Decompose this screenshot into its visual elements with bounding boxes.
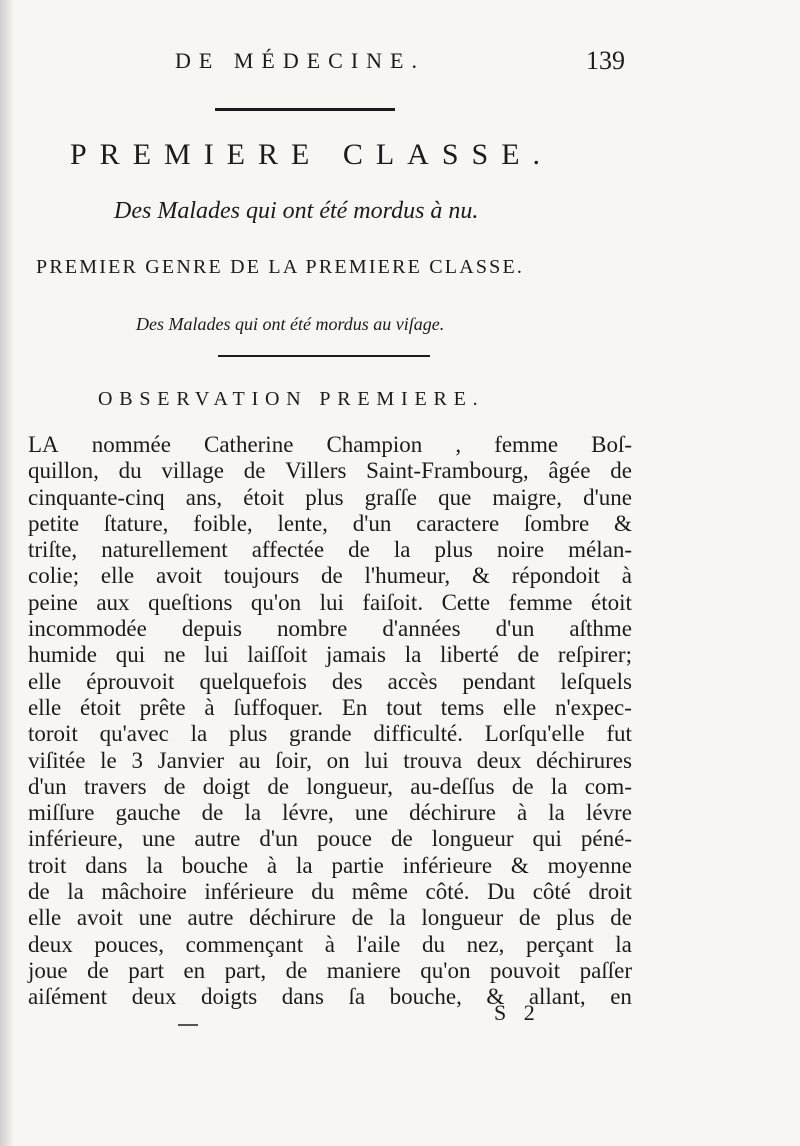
signature-mark: S 2 (494, 1000, 541, 1025)
word: deux (131, 984, 177, 1010)
word: 3 (131, 747, 143, 773)
word: village (161, 458, 224, 484)
word: déchirure (249, 905, 336, 931)
text-line (28, 905, 632, 931)
word: grande (289, 721, 352, 747)
word: liberté (440, 642, 499, 668)
word: viſitée (28, 747, 86, 773)
word: trouva (403, 747, 463, 773)
word: tout (386, 694, 422, 720)
word: de (518, 905, 541, 931)
word: queſtions (148, 589, 233, 615)
word: la (67, 879, 84, 905)
word: femme (508, 589, 573, 615)
word: qui (115, 642, 146, 668)
text-line (28, 984, 632, 1010)
word: cinquante-cinq (28, 484, 165, 510)
word: pouvoit (489, 957, 561, 983)
word: maniere (326, 957, 401, 983)
word: prête (139, 694, 186, 720)
word: pendant (462, 668, 536, 694)
word: En (341, 694, 368, 720)
word: la (244, 800, 262, 826)
word: commençant (185, 931, 304, 957)
text-line (28, 590, 632, 616)
word: quillon, (28, 458, 99, 484)
scan-edge-shadow (0, 0, 14, 1146)
word: miſſure (28, 800, 95, 826)
word: déchirures (536, 747, 632, 773)
word: autre (187, 905, 234, 931)
text-line (28, 485, 632, 511)
word: partie (331, 852, 384, 878)
word: naturellement (101, 537, 228, 563)
word: Boſ- (591, 432, 632, 457)
word: nombre (277, 616, 348, 642)
word: caractere (416, 510, 500, 536)
word: autre (194, 826, 241, 852)
footer-dash (178, 1024, 198, 1026)
word: aiſément (28, 984, 108, 1010)
word: lente, (277, 510, 328, 536)
word: moyenne (547, 852, 632, 878)
word: mâchoire (101, 879, 187, 905)
word: Janvier (157, 747, 225, 773)
word: l'aile (356, 931, 401, 957)
word: deux (28, 931, 73, 957)
word: part (128, 957, 164, 983)
text-line (28, 642, 632, 668)
word: & (486, 984, 505, 1010)
word: la (389, 905, 406, 931)
word: laiſſoit (247, 642, 308, 668)
word: de (87, 957, 109, 983)
word: elle (28, 905, 62, 931)
text-line (28, 721, 632, 747)
word: l'humeur, (364, 563, 451, 589)
word: le (100, 747, 117, 773)
word: ne (163, 642, 186, 668)
word: triſte, (28, 537, 78, 563)
text-line (28, 879, 632, 905)
word: elle (100, 563, 135, 589)
word: plus (228, 721, 268, 747)
word: même (351, 879, 408, 905)
class-subtitle: Des Malades qui ont été mordus à nu. (114, 198, 479, 224)
word: du (422, 931, 446, 957)
word: la (190, 721, 208, 747)
word: de (610, 905, 632, 931)
word: accès (387, 668, 438, 694)
genus-title: PREMIER GENRE DE LA PREMIERE CLASSE. (36, 256, 525, 278)
word: au (238, 747, 261, 773)
word: dans (281, 984, 324, 1010)
word: de (243, 458, 266, 484)
word: du (311, 879, 335, 905)
word: de (163, 773, 186, 799)
word: toujours (223, 563, 300, 589)
word: étoit (243, 484, 285, 510)
word: de (610, 458, 632, 484)
word: longueur, (306, 773, 393, 799)
word: aux (96, 589, 130, 615)
word: de (285, 957, 308, 983)
word: à (621, 563, 632, 589)
word: ſuffoquer. (233, 694, 324, 720)
text-line (28, 511, 632, 537)
text-line (28, 458, 632, 484)
word: répondoit (511, 563, 600, 589)
word: étoit (79, 694, 121, 720)
page-number: 139 (586, 46, 625, 75)
word: péné- (580, 826, 632, 852)
word: étoit (591, 589, 632, 615)
word: reſpirer; (557, 642, 632, 668)
genus-subtitle: Des Malades qui ont été mordus au viſage. (136, 314, 445, 334)
word: inférieure (204, 879, 294, 905)
text-line (28, 537, 632, 563)
word: pouces, (94, 931, 164, 957)
word: de (351, 905, 374, 931)
word: de (201, 800, 224, 826)
word: depuis (181, 616, 242, 642)
word: inférieure, (28, 826, 124, 852)
text-line (28, 748, 632, 774)
word: d'une (583, 484, 632, 510)
text-line (28, 669, 632, 695)
word: troit (28, 852, 67, 878)
word: Saint-Frambourg, (366, 458, 529, 484)
word: elle (28, 668, 62, 694)
word: la (295, 852, 313, 878)
word: affectée (251, 537, 325, 563)
text-line (28, 958, 632, 984)
word: inférieure (402, 852, 493, 878)
word: Cette (441, 589, 491, 615)
word: allant, (528, 984, 586, 1010)
word: de (511, 773, 534, 799)
word: nommée (91, 432, 171, 457)
word: leſquels (560, 668, 632, 694)
word: petite (28, 510, 80, 536)
word: une (138, 905, 172, 931)
word: d'un (495, 616, 535, 642)
word: de (28, 879, 50, 905)
word: à (204, 694, 215, 720)
word: à (266, 852, 278, 878)
word: perçant (525, 931, 594, 957)
text-line (28, 853, 632, 879)
word: colie; (28, 563, 80, 589)
word: déchirure (409, 800, 496, 826)
class-title: PREMIERE CLASSE. (70, 138, 554, 171)
word: d'années (382, 616, 461, 642)
word: en (610, 984, 632, 1010)
word: la (393, 537, 411, 563)
word: dans (85, 852, 128, 878)
word: aſthme (569, 616, 632, 642)
word: paſſer (579, 957, 632, 983)
word: de (390, 826, 413, 852)
word: pouce (317, 826, 372, 852)
word: joue (28, 957, 68, 983)
word: mélan- (568, 537, 632, 563)
word: une (354, 800, 389, 826)
word: la (550, 773, 568, 799)
word: de (517, 642, 540, 668)
word: part, (224, 957, 267, 983)
text-line (28, 826, 632, 852)
word: gauche (115, 800, 181, 826)
word: des (331, 668, 363, 694)
word: lui (364, 747, 389, 773)
word: doigt (202, 773, 251, 799)
text-line (28, 695, 632, 721)
text-line (28, 932, 632, 958)
word: deux (476, 747, 522, 773)
word: en (183, 957, 206, 983)
word: , (455, 432, 462, 457)
word: bouche, (389, 984, 462, 1010)
decorative-rule (215, 108, 395, 111)
word: avoit (155, 563, 202, 589)
word: plus (556, 905, 595, 931)
word: faiſoit. (362, 589, 424, 615)
word: incommodée (28, 616, 147, 642)
word: maigre, (492, 484, 562, 510)
word: graſſe (364, 484, 417, 510)
word: humide (28, 642, 97, 668)
word: avoit (76, 905, 123, 931)
text-line (28, 432, 632, 458)
word: d'un (28, 773, 67, 799)
word: fut (606, 721, 632, 747)
running-head (0, 44, 800, 80)
running-title: DE MÉDECINE. (175, 48, 425, 73)
word: plus (434, 537, 473, 563)
word: travers (83, 773, 147, 799)
word: ſtature, (103, 510, 169, 536)
word: nez, (466, 931, 505, 957)
word: & (614, 510, 632, 536)
body-paragraph (28, 432, 632, 1011)
word: ſombre (524, 510, 590, 536)
word: de (321, 563, 343, 589)
word: droit (588, 879, 632, 905)
word: lévre (585, 800, 632, 826)
word: âgée (548, 458, 591, 484)
word: ans, (185, 484, 223, 510)
word: une (142, 826, 176, 852)
word: ſa (348, 984, 366, 1010)
observation-title: OBSERVATION PREMIERE. (98, 388, 485, 410)
word: & (510, 852, 529, 878)
word: d'un (352, 510, 392, 536)
word: côté. (425, 879, 470, 905)
word: elle (28, 694, 62, 720)
word: lui (319, 589, 344, 615)
word: Champion (326, 432, 423, 457)
word: du (118, 458, 142, 484)
word: doigts (201, 984, 258, 1010)
word: on (326, 747, 350, 773)
word: qui (532, 826, 562, 852)
word: tems (440, 694, 485, 720)
word: & (472, 563, 490, 589)
word: Lorſqu'elle (484, 721, 585, 747)
word: qu'on (250, 589, 302, 615)
word: n'expec- (554, 694, 632, 720)
word: la (146, 852, 163, 878)
word: toroit (28, 721, 78, 747)
word: Catherine (204, 432, 294, 457)
text-line (28, 800, 632, 826)
text-line (28, 774, 632, 800)
section-rule (218, 355, 430, 357)
word: la (548, 800, 565, 826)
word: jamais (325, 642, 387, 668)
word: LA (28, 432, 59, 457)
word: plus (305, 484, 344, 510)
word: qu'on (420, 957, 471, 983)
word: lévre, (282, 800, 334, 826)
word: peine (28, 589, 78, 615)
word: la (615, 931, 632, 957)
word: Villers (285, 458, 347, 484)
word: que (438, 484, 472, 510)
word: com- (584, 773, 632, 799)
word: côté (532, 879, 571, 905)
word: au-deſſus (410, 773, 495, 799)
word: de (267, 773, 290, 799)
word: à (517, 800, 528, 826)
word: quelquefois (199, 668, 307, 694)
word: elle (502, 694, 537, 720)
text-line (28, 616, 632, 642)
word: difficulté. (373, 721, 463, 747)
word: lui (204, 642, 229, 668)
word: qu'avec (99, 721, 169, 747)
text-line (28, 563, 632, 589)
word: Du (487, 879, 516, 905)
word: noire (496, 537, 545, 563)
word: de (348, 537, 370, 563)
word: la (404, 642, 422, 668)
word: ſoir, (275, 747, 312, 773)
word: longueur (431, 826, 514, 852)
word: éprouvoit (86, 668, 175, 694)
word: longueur (421, 905, 504, 931)
word: femme (494, 432, 559, 457)
word: d'un (259, 826, 299, 852)
word: à (324, 931, 335, 957)
word: bouche (181, 852, 249, 878)
word: foible, (193, 510, 253, 536)
